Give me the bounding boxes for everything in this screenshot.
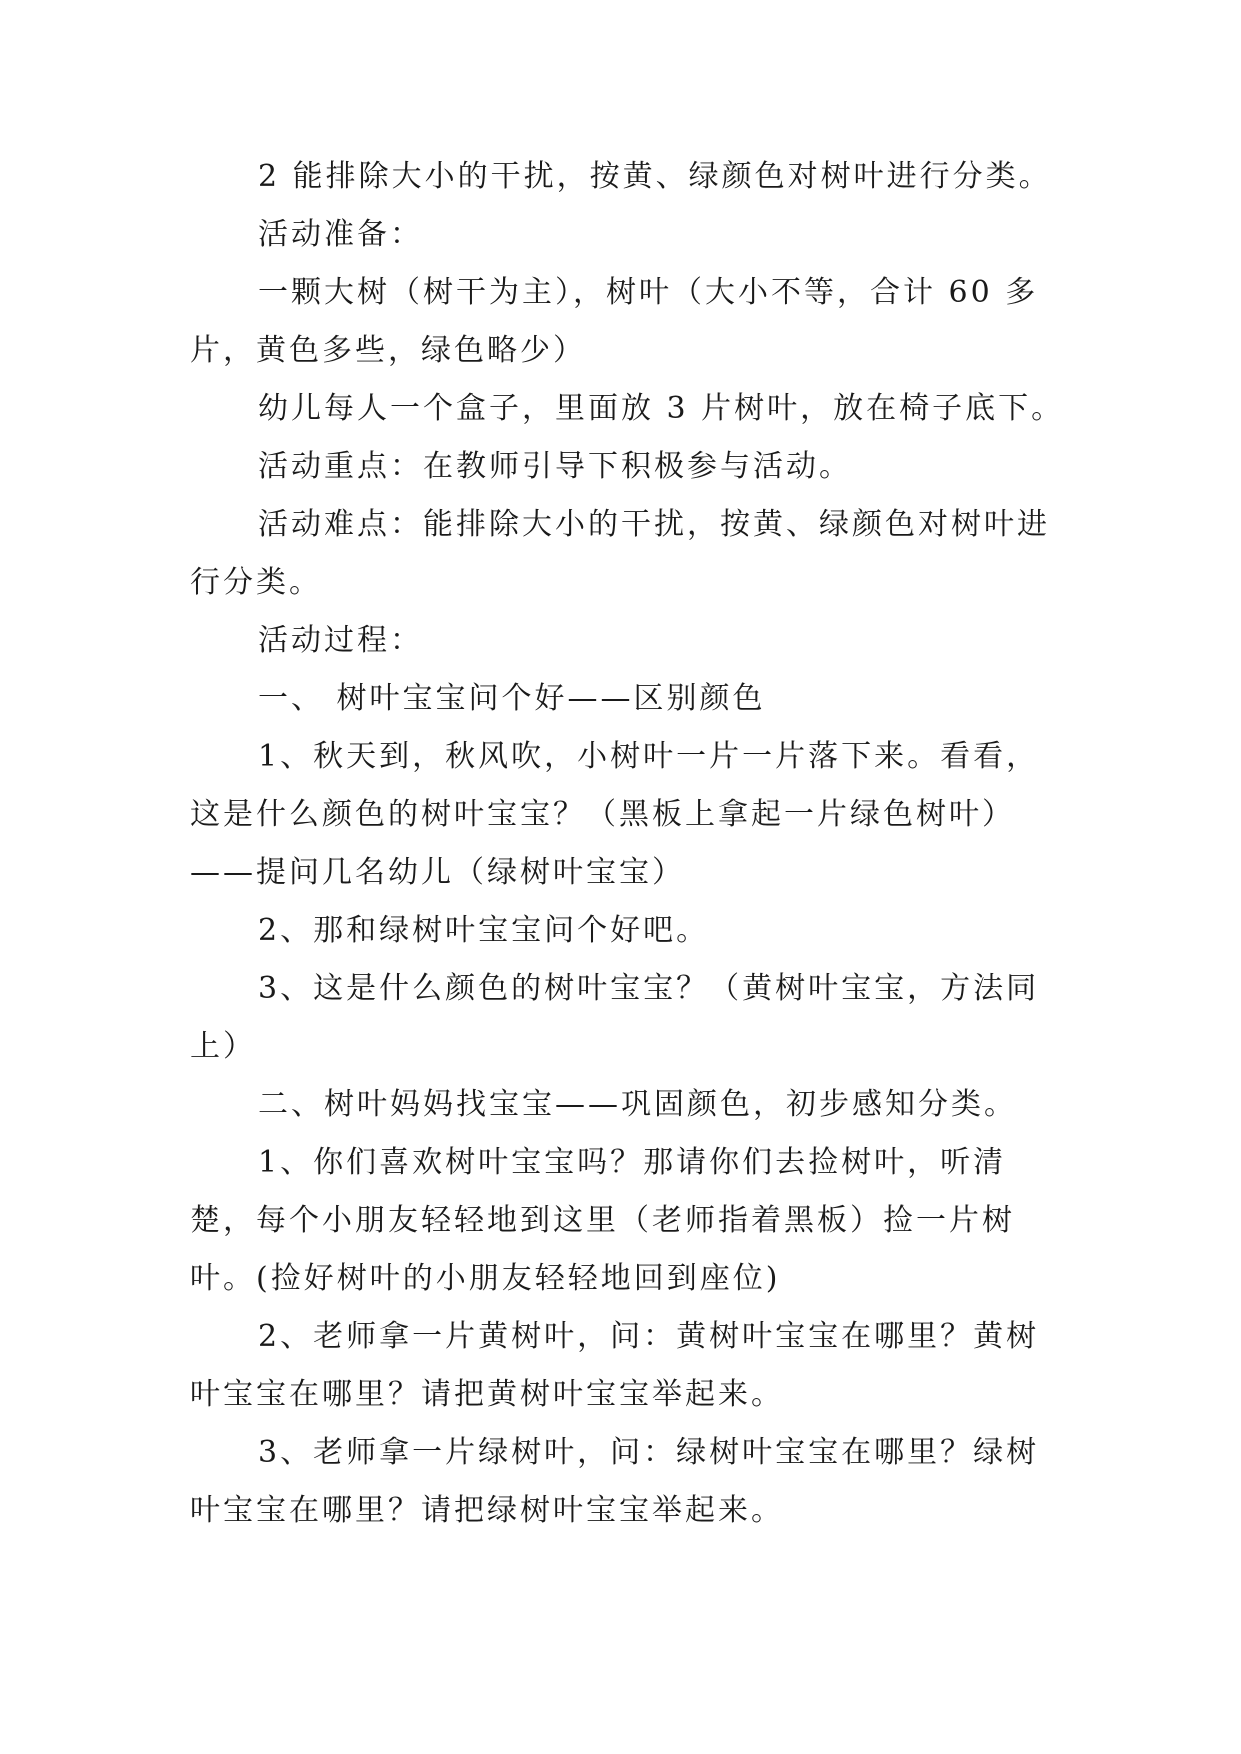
heading-process: 活动过程： [258, 623, 423, 658]
paragraph-materials-box: 幼儿每人一个盒子，里面放 3 片树叶，放在椅子底下。 [258, 391, 1065, 426]
section-heading-1: 一、 树叶宝宝问个好——区别颜色 [258, 681, 766, 716]
step-1-1: 1、秋天到，秋风吹，小树叶一片一片落下来。看看，这是什么颜色的树叶宝宝？（黑板上拿起一片绿色树叶）——提问几名幼儿（绿树叶宝宝） [190, 739, 1040, 890]
step-2-2: 2、老师拿一片黄树叶，问：黄树叶宝宝在哪里？黄树叶宝宝在哪里？请把黄树叶宝宝举起来。 [190, 1319, 1040, 1412]
paragraph-goal-2: 2 能排除大小的干扰，按黄、绿颜色对树叶进行分类。 [258, 159, 1052, 194]
step-2-1: 1、你们喜欢树叶宝宝吗？那请你们去捡树叶，听清楚，每个小朋友轻轻地到这里（老师指着黑板）捡一片树叶。(捡好树叶的小朋友轻轻地回到座位) [190, 1145, 1015, 1296]
step-1-2: 2、那和绿树叶宝宝问个好吧。 [258, 913, 710, 948]
paragraph-materials-tree: 一颗大树（树干为主），树叶（大小不等，合计 60 多片，黄色多些，绿色略少） [190, 275, 1039, 368]
document-body [190, 148, 1070, 1540]
section-heading-2: 二、树叶妈妈找宝宝——巩固颜色，初步感知分类。 [258, 1087, 1017, 1122]
paragraph-key-point: 活动重点：在教师引导下积极参与活动。 [258, 449, 852, 484]
step-2-3: 3、老师拿一片绿树叶，问：绿树叶宝宝在哪里？绿树叶宝宝在哪里？请把绿树叶宝宝举起来。 [190, 1435, 1040, 1528]
heading-preparation: 活动准备： [258, 217, 423, 252]
paragraph-difficulty: 活动难点：能排除大小的干扰，按黄、绿颜色对树叶进行分类。 [190, 507, 1050, 600]
step-1-3: 3、这是什么颜色的树叶宝宝？（黄树叶宝宝，方法同上） [190, 971, 1040, 1064]
